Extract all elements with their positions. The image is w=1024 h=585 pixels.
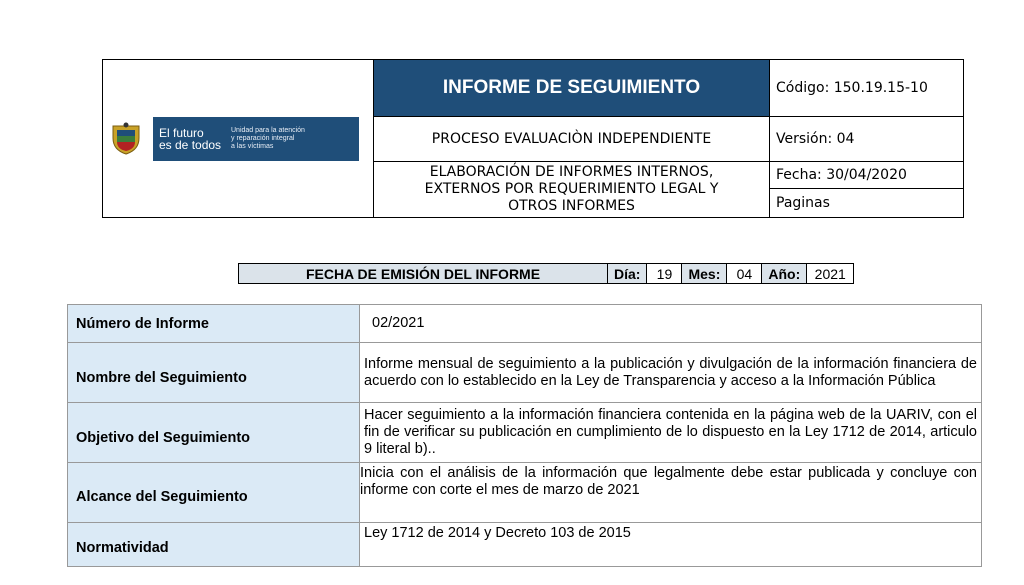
nombre-seguimiento-value: Informe mensual de seguimiento a la publicación y divulgación de la información financiera de acuerdo con lo establecido en la Ley de Transparencia y acceso a la Información Pública	[360, 343, 982, 403]
paginas-field: Paginas	[770, 189, 964, 218]
mes-label: Mes:	[682, 264, 727, 284]
logo-banner	[153, 117, 359, 161]
elaboracion-line1: ELABORACIÓN DE INFORMES INTERNOS,	[429, 164, 714, 180]
table-row	[68, 403, 982, 463]
logo	[103, 117, 373, 161]
anio-value: 2021	[807, 264, 854, 284]
table-row	[68, 343, 982, 403]
logo-unit-line1: Unidad para la atención	[231, 126, 305, 134]
logo-unit-line2: y reparación integral	[231, 134, 295, 142]
nombre-seguimiento-label: Nombre del Seguimiento	[68, 343, 360, 403]
logo-unit-name	[231, 127, 305, 151]
logo-cell	[103, 60, 374, 218]
logo-tagline-line1: El futuro	[159, 125, 204, 140]
codigo-field: Código: 150.19.15-10	[770, 60, 964, 117]
objetivo-seguimiento-value: Hacer seguimiento a la información financiera contenida en la página web de la UARIV, con el fin de verificar su publicación en cumplimiento de lo dispuesto en la Ley 1712 de 2014, articulo 9 literal b)..	[360, 403, 982, 463]
logo-tagline-line2: es de todos	[159, 137, 222, 152]
informe-details-table	[67, 304, 982, 567]
fecha-emision-label: FECHA DE EMISIÓN DEL INFORME	[239, 264, 608, 284]
document-header	[102, 59, 964, 218]
anio-label: Año:	[762, 264, 807, 284]
table-row	[68, 523, 982, 567]
alcance-seguimiento-label: Alcance del Seguimiento	[68, 463, 360, 523]
numero-informe-value: 02/2021	[360, 305, 982, 343]
table-row	[68, 305, 982, 343]
objetivo-seguimiento-label: Objetivo del Seguimiento	[68, 403, 360, 463]
alcance-seguimiento-value: Inicia con el análisis de la información que legalmente debe estar publicada y concluye con informe con corte el mes de marzo de 2021	[360, 463, 982, 523]
fecha-emision-bar	[238, 263, 854, 284]
table-row	[68, 463, 982, 523]
elaboracion-field	[374, 162, 770, 218]
normatividad-label: Normatividad	[68, 523, 360, 567]
proceso-field: PROCESO EVALUACIÒN INDEPENDIENTE	[374, 117, 770, 162]
logo-tagline	[159, 127, 231, 151]
elaboracion-line2: EXTERNOS POR REQUERIMIENTO LEGAL Y	[424, 181, 719, 197]
document-title: INFORME DE SEGUIMIENTO	[374, 60, 770, 117]
elaboracion-line3: OTROS INFORMES	[508, 198, 635, 214]
normatividad-value: Ley 1712 de 2014 y Decreto 103 de 2015	[360, 523, 982, 567]
mes-value: 04	[727, 264, 762, 284]
version-field: Versión: 04	[770, 117, 964, 162]
numero-informe-label: Número de Informe	[68, 305, 360, 343]
fecha-field: Fecha: 30/04/2020	[770, 162, 964, 189]
coat-of-arms-icon	[109, 122, 143, 156]
dia-label: Día:	[608, 264, 647, 284]
logo-unit-line3: a las víctimas	[231, 142, 274, 150]
dia-value: 19	[647, 264, 682, 284]
